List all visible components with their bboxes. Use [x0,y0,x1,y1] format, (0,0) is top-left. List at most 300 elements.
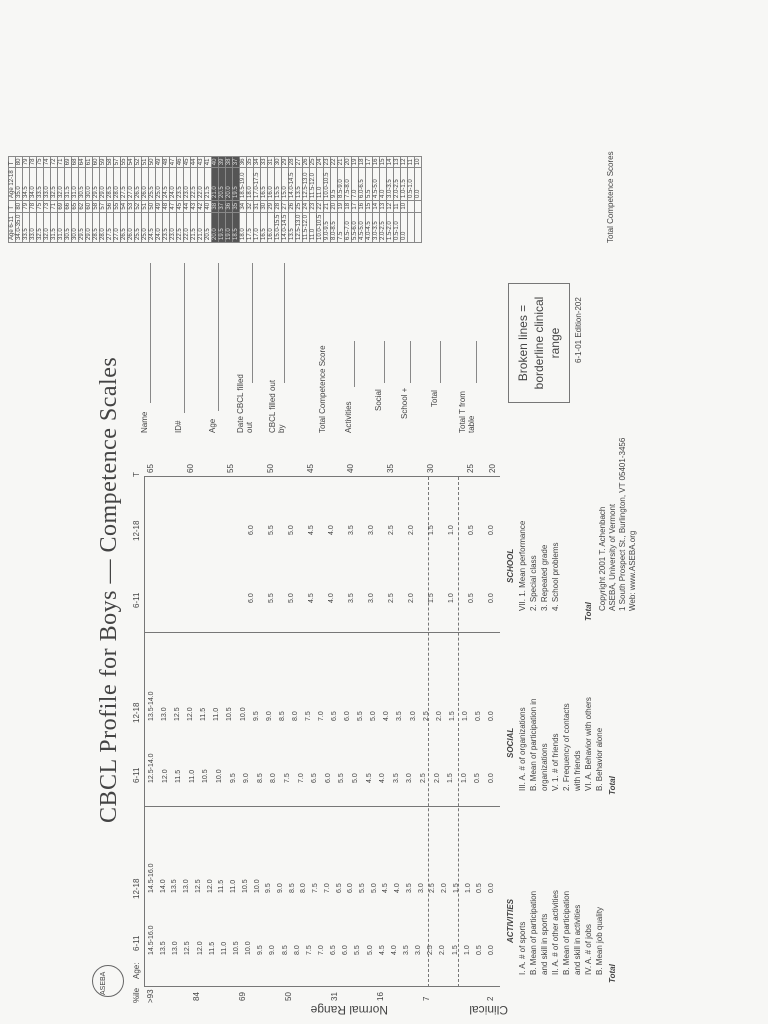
raw-score-value: 3.0 [368,593,375,603]
table-cell: 40 [212,156,219,168]
raw-score-value: 3.5 [396,711,404,721]
scale-item-label: III. A. # of organizations [518,707,527,791]
table-row [268,156,275,242]
table-row [275,156,282,242]
raw-score-value: 11.5 [200,707,208,721]
table-cell [415,200,422,212]
table-cell: 27.0 [114,212,121,242]
raw-score-value: 3.0 [415,945,423,955]
table-cell: 18 [359,156,366,168]
table-cell: 17 [366,156,373,168]
table-cell: 28 [275,200,282,212]
plot-left-border [144,986,500,987]
raw-score-value: 12.0 [196,941,204,955]
table-row [128,156,135,242]
scale-item-label: 1 South Prospect St., Burlington, VT 05401-3456 [618,437,627,611]
scale-item-label: organizations [540,743,549,791]
table-cell: 31 [254,200,261,212]
raw-score-value: 6.5 [335,883,343,893]
activities-12-18-header: 12-18 [132,878,141,899]
table-row [296,156,303,242]
scale-item-label: B. Mean job quality [595,906,604,975]
table-cell: 61 [86,156,93,168]
raw-score-value: 4.0 [328,593,335,603]
table-row [380,156,387,242]
table-cell: 14 [387,156,394,168]
table-cell: 23.0 [184,168,191,201]
table-row [415,156,422,242]
table-cell: 26 [289,200,296,212]
table-cell: 44 [191,156,198,168]
raw-score-value: 0.0 [488,883,495,893]
table-row [114,156,121,242]
table-cell: 24 [303,200,310,212]
raw-score-value: 5.0 [352,773,359,783]
raw-score-value: 7.5 [304,711,312,721]
table-row [79,156,86,242]
table-cell: 58 [93,200,100,212]
table-cell: 47 [170,200,177,212]
table-cell: 36 [240,156,247,168]
raw-score-value: 11.0 [230,879,238,893]
raw-score-value: 9.5 [257,945,265,955]
raw-score-value: 12.5 [194,879,202,893]
raw-score-value: 6.0 [344,711,352,721]
age-header: Age: [132,962,141,979]
raw-score-value: 4.0 [390,945,398,955]
normal-range-label: Normal Range [310,1003,388,1017]
raw-score-value: 8.5 [281,945,289,955]
table-row [58,156,65,242]
table-cell: 48 [163,200,170,212]
raw-score-value: 11.5 [175,769,183,783]
table-cell: 11.5-12.0 [303,212,310,242]
raw-score-value: 12.0 [206,879,214,893]
table-row [394,156,401,242]
table-cell: 21.5 [205,168,212,201]
table-cell: 20.5 [205,212,212,242]
table-row [408,156,415,242]
table-row [170,156,177,242]
raw-score-value: 2.0 [441,883,449,893]
table-cell: 69 [65,156,72,168]
table-row [226,156,233,242]
raw-score-value: 0.0 [488,945,495,955]
table-cell: 24.5 [163,168,170,201]
raw-score-value: 1.5 [448,711,456,721]
aseba-logo [92,965,124,997]
percentile-label: 69 [238,992,247,1001]
scale-item-label: B. Mean of participation [529,890,538,975]
table-cell: 28.5 [93,212,100,242]
table-cell: 72 [51,156,58,168]
table-cell: 68 [72,156,79,168]
raw-score-value: 6.0 [248,525,255,535]
t-score-label: 30 [426,464,435,473]
table-row [352,156,359,242]
table-header-cell: Age 12-18 [9,168,16,201]
table-cell: 12 [401,156,408,168]
raw-score-value: 4.0 [383,711,391,721]
raw-score-value: 1.0 [461,711,469,721]
raw-score-value: 5.5 [268,593,275,603]
raw-score-value: 0.0 [488,711,495,721]
scale-item-label: 2. Special class [529,555,538,611]
social-6-11-header: 6-11 [132,767,141,783]
table-cell: 25.5 [135,212,142,242]
table-cell: 30.0 [72,212,79,242]
table-cell: 43 [198,156,205,168]
percentile-label: 16 [376,992,385,1001]
filled-by-label: CBCL filled out by [268,379,286,433]
table-cell: 47 [170,156,177,168]
raw-score-value: 11.0 [188,769,196,783]
table-row [163,156,170,242]
table-cell: 54 [121,200,128,212]
raw-score-value: 10.0 [253,879,261,893]
table-row [212,156,219,242]
table-cell: 74 [44,156,51,168]
table-row [303,156,310,242]
table-cell: 80 [16,200,23,212]
table-cell: 52 [135,156,142,168]
raw-score-value: 4.5 [378,945,386,955]
table-row [16,156,23,242]
table-row [247,156,254,242]
raw-score-value: 0.0 [488,593,495,603]
table-cell: 51 [142,156,149,168]
table-cell: 16 [373,156,380,168]
table-cell: 18.0 [240,212,247,242]
table-cell: 24 [317,156,324,168]
social-12-18-header: 12-18 [132,702,141,723]
total-field-label: Total [430,390,439,407]
table-cell: 11.5-12.0 [310,168,317,201]
table-cell: 12 [387,200,394,212]
raw-score-value: 1.0 [463,945,471,955]
raw-score-value: 2.0 [408,593,415,603]
raw-score-value: 1.0 [464,883,472,893]
raw-score-value: 5.5 [338,773,346,783]
table-row [107,156,114,242]
table-cell: 54 [128,156,135,168]
raw-score-value: 5.5 [357,711,365,721]
table-cell: 60 [93,156,100,168]
table-cell: 10 [401,200,408,212]
table-cell: 25.0 [142,212,149,242]
table-row [156,156,163,242]
table-cell: 30.5 [65,212,72,242]
school-heading: SCHOOL [506,548,515,583]
raw-score-value: 6.0 [324,773,332,783]
table-cell: 48 [163,156,170,168]
table-cell: 57 [114,156,121,168]
table-cell: 0.0 [401,212,408,242]
total-field-line[interactable] [440,341,441,383]
table-row [373,156,380,242]
raw-score-value: 7.5 [284,773,291,783]
table-cell: 24.5 [149,212,156,242]
raw-score-value: 7.5 [312,883,320,893]
table-cell: 75 [37,156,44,168]
scale-item-label: B. Mean of participation in [529,698,538,791]
raw-score-value: 8.5 [256,773,264,783]
table-cell: 35 [233,200,240,212]
table-cell: 8.5-9.0 [338,168,345,201]
table-row [100,156,107,242]
table-cell: 43 [191,200,198,212]
table-cell: 71 [51,200,58,212]
raw-score-value: 10.5 [241,879,249,893]
t-score-label: 35 [386,464,395,473]
table-cell [408,212,415,242]
table-cell: 31.0 [58,212,65,242]
table-cell: 11.0 [310,212,317,242]
raw-score-value: 2.5 [422,711,430,721]
filled-by-line[interactable] [284,263,285,383]
table-cell: 17 [352,200,359,212]
name-field-line[interactable] [150,263,151,403]
table-row [37,156,44,242]
table-cell: 10.0-10.5 [317,212,324,242]
total-t-line[interactable] [476,341,477,383]
raw-score-value: 0.5 [468,593,475,603]
table-row [51,156,58,242]
table-cell: 28.0 [114,168,121,201]
table-cell: 26 [303,156,310,168]
table-row [331,156,338,242]
table-cell: 17.0 [254,212,261,242]
table-cell: 44 [184,200,191,212]
table-cell: 80 [16,156,23,168]
raw-score-value: 0.5 [476,883,484,893]
table-cell: 78 [30,200,37,212]
table-cell: 21 [338,156,345,168]
raw-score-value: 4.0 [328,525,335,535]
table-cell: 22 [317,200,324,212]
table-cell: 34 [254,156,261,168]
social-total-field-line[interactable] [384,341,385,383]
raw-score-value: 2.5 [388,525,395,535]
raw-score-value: 7.5 [305,945,313,955]
scale-item-label: V. 1. # of friends [551,733,560,791]
scale-item-label: 4. School problems [551,542,560,611]
page-title: CBCL Profile for Boys — Competence Scales [96,356,122,823]
table-header-cell: T [9,156,16,168]
table-cell: 25.0 [156,168,163,201]
table-cell: 16.0 [268,168,275,201]
table-cell: 27 [296,156,303,168]
table-cell: 27.5 [121,168,128,201]
table-cell: 19 [352,156,359,168]
table-cell: 12.5-13.0 [303,168,310,201]
table-cell: 0.5-1.0 [394,212,401,242]
raw-score-value: 2.5 [388,593,395,603]
table-cell: 29 [282,156,289,168]
raw-score-value: 3.0 [417,883,425,893]
table-row [317,156,324,242]
scale-item-label: VI. A. Behavior with others [584,697,593,791]
raw-score-value: 9.0 [276,883,284,893]
raw-score-value: 9.0 [243,773,251,783]
table-cell: 49 [156,156,163,168]
table-cell: 33 [261,156,268,168]
table-cell: 51 [142,200,149,212]
raw-score-value: 2.0 [439,945,447,955]
raw-score-value: 3.0 [368,525,375,535]
school-total-field-line[interactable] [410,341,411,383]
table-cell: 39 [219,156,226,168]
raw-score-value: 9.5 [265,883,273,893]
table-cell: 4.0 [380,168,387,201]
raw-score-value: 5.0 [288,525,295,535]
table-cell: 28.0 [100,212,107,242]
table-cell: 23.0 [170,212,177,242]
percentile-header: %ile [132,987,141,1003]
table-cell: 37 [219,200,226,212]
raw-score-value: 0.0 [488,773,495,783]
raw-score-value: 1.5 [428,525,435,535]
table-row [324,156,331,242]
table-cell: 9.0-9.5 [324,212,331,242]
t-score-label: 65 [146,464,155,473]
scale-item-label: ASEBA, University of Vermont [608,503,617,611]
table-cell: 17.0-17.5 [254,168,261,201]
table-cell: 18.5-19.0 [240,168,247,201]
raw-score-value: 14.0 [159,879,167,893]
table-cell: 20.0 [226,168,233,201]
table-cell: 10.0-10.5 [324,168,331,201]
table-header-cell: Age 6-11 [9,212,16,242]
table-cell: 79 [23,200,30,212]
raw-score-value: 3.5 [392,773,400,783]
school-total-field-label: School + [400,387,409,419]
raw-score-value: 0.0 [488,525,495,535]
table-row [72,156,79,242]
raw-score-value: 8.0 [291,711,299,721]
table-cell: 50 [149,200,156,212]
scale-item-label: 3. Repeated grade [540,544,549,611]
table-row [261,156,268,242]
age-field-line[interactable] [218,263,219,411]
raw-score-value: 13.0 [183,879,191,893]
table-row [233,156,240,242]
table-cell: 15 [366,200,373,212]
activities-heading: ACTIVITIES [506,898,515,943]
table-cell: 5.5 [366,168,373,201]
raw-score-value: 2.0 [433,773,441,783]
table-cell: 30 [275,156,282,168]
table-cell: 65 [72,200,79,212]
raw-score-value: 0.5 [468,525,475,535]
table-cell: 11 [394,200,401,212]
raw-score-value: 3.5 [405,883,413,893]
table-cell: 26.0 [142,168,149,201]
percentile-label: 2 [486,996,495,1001]
table-cell: 46 [177,156,184,168]
table-cell: 35 [247,156,254,168]
raw-score-value: 3.0 [406,773,414,783]
raw-score-value: 1.5 [428,593,435,603]
t-score-label: 55 [226,464,235,473]
total-competence-heading: Total Competence Score [318,345,327,433]
raw-score-value: 8.0 [293,945,301,955]
raw-score-value: 6.5 [330,945,338,955]
table-cell [415,212,422,242]
t-score-label: 25 [466,464,475,473]
total-t-label: Total T from table [458,391,476,433]
raw-score-value: 12.0 [187,707,195,721]
table-cell: 9.5 [331,168,338,201]
aseba-logo-text: ASEBA [100,971,107,995]
percentile-label: 7 [422,996,431,1001]
school-total-label: Total [584,602,593,621]
raw-score-value: 2.0 [435,711,443,721]
table-cell: 22 [331,156,338,168]
raw-score-value: 6.5 [331,711,339,721]
raw-score-value: 0.5 [474,773,482,783]
raw-score-value: 2.5 [420,773,427,783]
table-cell: 41 [205,156,212,168]
activities-total-label: Total [608,964,617,983]
table-cell: 56 [107,200,114,212]
percentile-label: 50 [284,992,293,1001]
table-cell: 73 [44,200,51,212]
raw-score-value: 10.0 [245,941,253,955]
raw-score-value: 11.0 [220,941,228,955]
table-cell: 37 [233,156,240,168]
raw-score-value: 12.5-14.0 [148,753,155,783]
raw-score-value: 7.0 [323,883,331,893]
percentile-label: 31 [330,992,339,1001]
activities-total-field-line[interactable] [354,341,355,387]
table-cell: 66 [65,200,72,212]
rotated-form [9,3,688,1017]
table-cell: 12.5-13.0 [296,212,303,242]
scale-item-label: B. Behavior alone [595,727,604,791]
raw-score-value: 10.5 [226,707,234,721]
table-header-cell: T [9,200,16,212]
table-cell: 0.0 [415,168,422,201]
raw-score-value: 3.5 [348,525,355,535]
raw-score-value: 0.5 [475,945,483,955]
raw-score-value: 5.5 [354,945,362,955]
raw-score-value: 5.5 [359,883,367,893]
table-row [338,156,345,242]
raw-score-value: 13.0 [161,707,169,721]
raw-score-value: 12.5 [184,941,192,955]
table-cell: 16.5 [261,212,268,242]
table-cell: 30 [261,200,268,212]
scale-item-label: Copyright 2001 T. Achenbach [598,506,607,611]
date-filled-line[interactable] [252,263,253,383]
raw-score-value: 9.0 [265,711,273,721]
activities-total-field-label: Activities [344,401,353,433]
table-cell: 13.5 [296,168,303,201]
id-field-line[interactable] [184,263,185,413]
table-cell: 19.0 [226,212,233,242]
raw-score-value: 8.0 [300,883,308,893]
table-cell: 18 [345,200,352,212]
raw-score-value: 3.5 [403,945,410,955]
table-row [65,156,72,242]
table-cell: 23.5 [177,168,184,201]
table-cell: 64 [79,156,86,168]
raw-score-value: 6.0 [347,883,355,893]
table-cell: 29.5 [93,168,100,201]
table-cell: 31.5 [65,168,72,201]
table-cell: 27.5 [107,212,114,242]
